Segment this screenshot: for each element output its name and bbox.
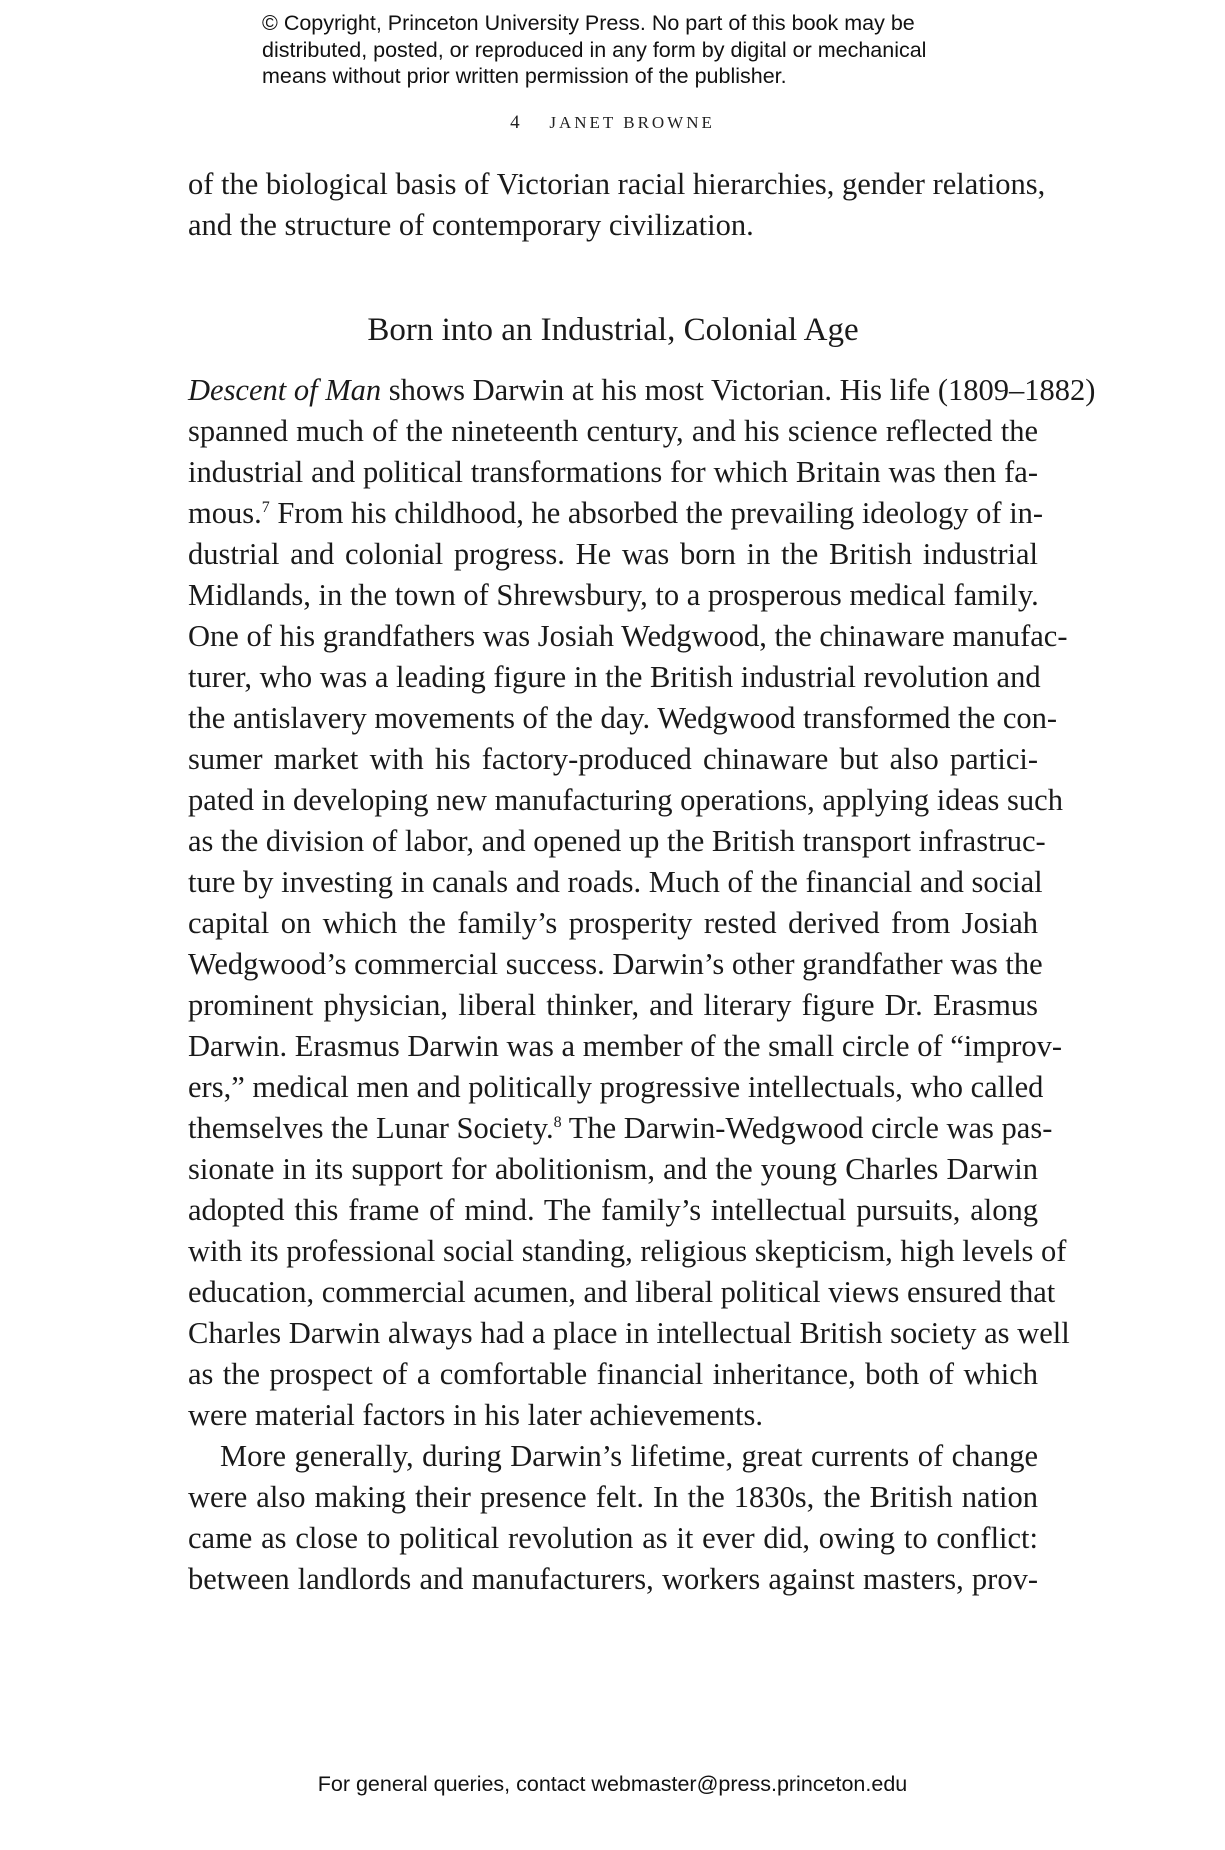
text-line xyxy=(188,370,1096,411)
text-line: came as close to political revolution as it ever did, owing to conflict: xyxy=(188,1521,1038,1555)
footer-contact: For general queries, contact webmaster@press.princeton.edu xyxy=(317,1772,908,1796)
copyright-notice xyxy=(262,10,982,90)
text-line: were material factors in his later achievements. xyxy=(188,1398,764,1432)
text-line: of the biological basis of Victorian racial hierarchies, gender relations, xyxy=(188,167,1046,201)
text-span: shows Darwin at his most Victorian. His life (1809–1882) xyxy=(381,373,1096,407)
text-span: The Darwin-Wedgwood circle was pas- xyxy=(561,1111,1053,1145)
text-line: and the structure of contemporary civilization. xyxy=(188,208,754,242)
body-text xyxy=(188,164,1096,1600)
page-number: 4 xyxy=(510,112,520,133)
text-line: education, commercial acumen, and liberal political views ensured that xyxy=(188,1275,1056,1309)
text-line: Charles Darwin always had a place in intellectual British society as well xyxy=(188,1316,1070,1350)
text-line: sionate in its support for abolitionism, and the young Charles Darwin xyxy=(188,1152,1038,1186)
text-line: as the division of labor, and opened up the British transport infrastruc- xyxy=(188,824,1046,858)
text-line xyxy=(188,493,1044,534)
text-line: sumer market with his factory-produced chinaware but also partici- xyxy=(188,742,1038,776)
text-line: ture by investing in canals and roads. Much of the financial and social xyxy=(188,865,1043,899)
running-head xyxy=(0,112,1225,134)
running-head-author: JANET BROWNE xyxy=(549,113,715,132)
footnote-ref-7[interactable]: 7 xyxy=(261,498,270,516)
copyright-line: © Copyright, Princeton University Press. No part of this book may be xyxy=(262,11,915,35)
text-line: between landlords and manufacturers, workers against masters, prov- xyxy=(188,1562,1038,1596)
section-heading: Born into an Industrial, Colonial Age xyxy=(367,312,859,348)
text-line: Darwin. Erasmus Darwin was a member of the small circle of “improv- xyxy=(188,1029,1063,1063)
text-line: turer, who was a leading figure in the British industrial revolution and xyxy=(188,660,1041,694)
text-line: as the prospect of a comfortable financial inheritance, both of which xyxy=(188,1357,1038,1391)
text-line: industrial and political transformations for which Britain was then fa- xyxy=(188,455,1038,489)
footnote-ref-8[interactable]: 8 xyxy=(553,1113,562,1131)
text-line: prominent physician, liberal thinker, and literary figure Dr. Erasmus xyxy=(188,988,1038,1022)
text-span: themselves the Lunar Society. xyxy=(188,1111,554,1145)
text-line: More generally, during Darwin’s lifetime, great currents of change xyxy=(220,1439,1038,1473)
text-span: From his childhood, he absorbed the prevailing ideology of in- xyxy=(269,496,1044,530)
text-line: Midlands, in the town of Shrewsbury, to a prosperous medical family. xyxy=(188,578,1039,612)
text-span: mous. xyxy=(188,496,262,530)
book-title: Descent of Man xyxy=(188,373,382,407)
text-line: were also making their presence felt. In the 1830s, the British nation xyxy=(188,1480,1038,1514)
text-line: adopted this frame of mind. The family’s intellectual pursuits, along xyxy=(188,1193,1038,1227)
text-line xyxy=(188,1108,1053,1149)
text-line: dustrial and colonial progress. He was born in the British industrial xyxy=(188,537,1038,571)
text-line: capital on which the family’s prosperity rested derived from Josiah xyxy=(188,906,1038,940)
copyright-line: distributed, posted, or reproduced in any form by digital or mechanical xyxy=(262,37,927,62)
text-line: spanned much of the nineteenth century, and his science reflected the xyxy=(188,414,1038,448)
text-line: the antislavery movements of the day. Wedgwood transformed the con- xyxy=(188,701,1058,735)
text-line: Wedgwood’s commercial success. Darwin’s other grandfather was the xyxy=(188,947,1043,981)
text-line: ers,” medical men and politically progressive intellectuals, who called xyxy=(188,1070,1044,1104)
copyright-line: means without prior written permission of the publisher. xyxy=(262,64,787,88)
text-line: pated in developing new manufacturing operations, applying ideas such xyxy=(188,783,1063,817)
text-line: with its professional social standing, religious skepticism, high levels of xyxy=(188,1234,1067,1268)
text-line: One of his grandfathers was Josiah Wedgwood, the chinaware manufac- xyxy=(188,619,1068,653)
